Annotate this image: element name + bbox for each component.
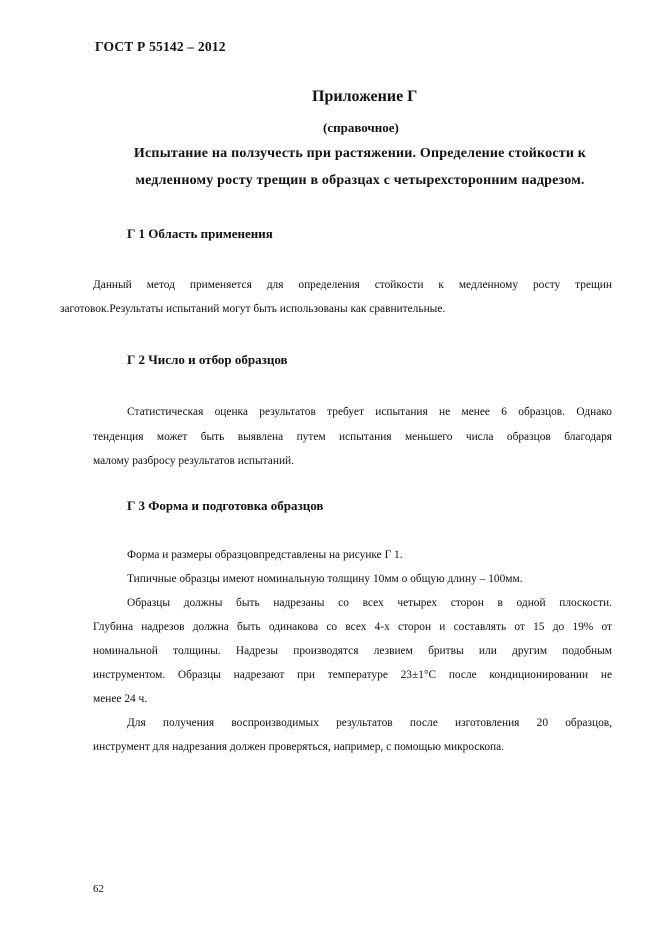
paragraph-line: заготовок.Результаты испытаний могут быть использованы как сравнительные. — [60, 303, 446, 315]
section-heading-scope: Г 1 Область применения — [127, 226, 273, 241]
annex-note: (справочное) — [323, 120, 399, 135]
paragraph-line: Форма и размеры образцовпредставлены на рисунке Г 1. — [127, 549, 403, 561]
section-heading-sampling: Г 2 Число и отбор образцов — [127, 352, 288, 367]
section-heading-specimen-preparation: Г 3 Форма и подготовка образцов — [127, 498, 324, 513]
paragraph-line: инструмент для надрезания должен проверяться, например, с помощью микроскопа. — [93, 741, 505, 753]
page-number: 62 — [93, 883, 104, 895]
paragraph-line: Для получения воспроизводимых результатов после изготовления 20 образцов, — [127, 717, 612, 729]
paragraph-line: малому разбросу результатов испытаний. — [93, 455, 294, 467]
paragraph-line: Статистическая оценка результатов требует испытания не менее 6 образцов. Однако — [127, 406, 612, 418]
main-title-line-1: Испытание на ползучесть при растяжении. Определение стойкости к — [133, 146, 587, 161]
paragraph-line: тенденция может быть выявлена путем испытания меньшего числа образцов благодаря — [93, 431, 612, 443]
paragraph-line: Глубина надрезов должна быть одинакова со всех 4-х сторон и составлять от 15 до 19% от — [93, 621, 612, 633]
paragraph-line: менее 24 ч. — [93, 693, 148, 705]
paragraph-line: инструментом. Образцы надрезают при температуре 23±1°С после кондиционировании не — [93, 669, 612, 681]
paragraph-line: номинальной толщины. Надрезы производятся лезвием бритвы или другим подобным — [93, 645, 612, 657]
main-title-line-2: медленному росту трещин в образцах с четырехсторонним надрезом. — [135, 173, 585, 188]
paragraph-line: Образцы должны быть надрезаны со всех четырех сторон в одной плоскости. — [127, 597, 612, 609]
annex-title: Приложение Г — [312, 88, 418, 105]
standard-code: ГОСТ Р 55142 – 2012 — [95, 39, 226, 54]
paragraph-line: Типичные образцы имеют номинальную толщину 10мм о общую длину – 100мм. — [127, 573, 523, 585]
paragraph-line: Данный метод применяется для определения стойкости к медленному росту трещин — [93, 279, 612, 291]
